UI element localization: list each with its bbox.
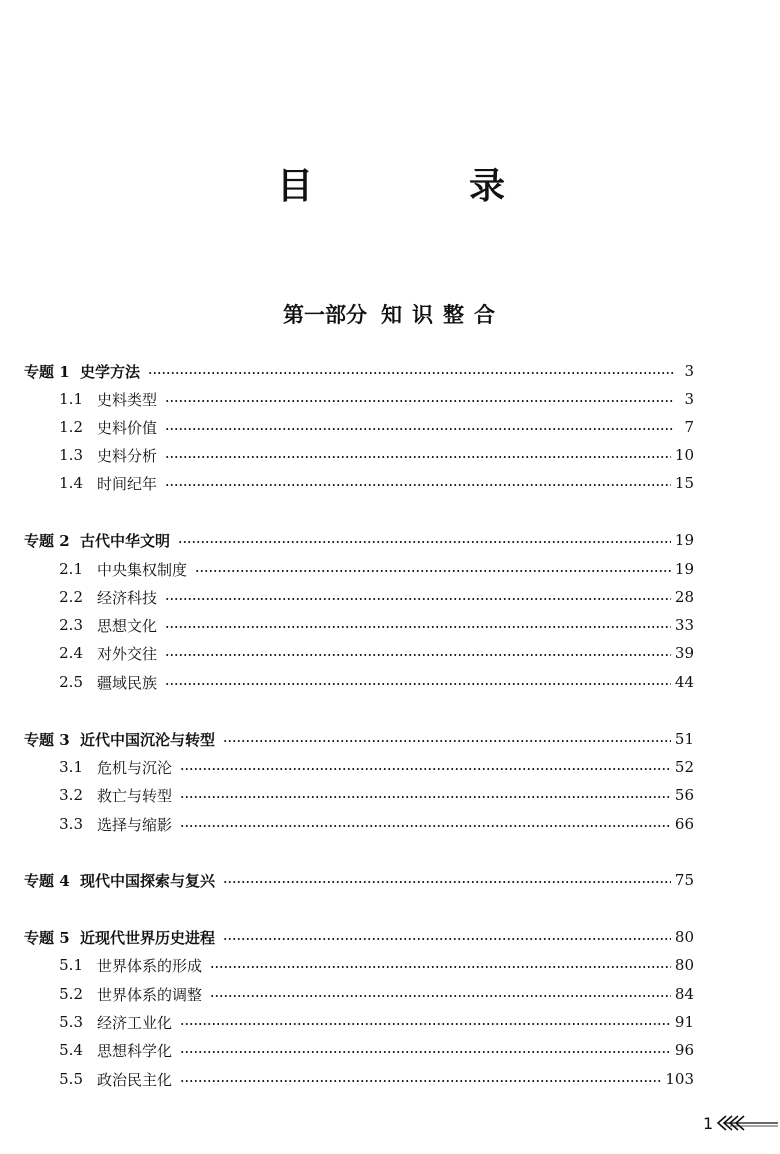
leader-dots <box>223 938 671 940</box>
toc-entry-topic-5[interactable] <box>24 925 694 949</box>
part-name: 知识整合 <box>381 302 505 327</box>
entry-page: 28 <box>674 588 694 606</box>
entry-number: 5.3 <box>59 1013 83 1031</box>
entry-number: 3.2 <box>59 786 83 804</box>
entry-label: 对外交往 <box>97 644 158 663</box>
leader-dots <box>210 995 671 997</box>
entry-number: 3.1 <box>59 758 83 776</box>
entry-page: 96 <box>674 1041 694 1059</box>
toc-entry-5-3[interactable] <box>24 1010 694 1034</box>
leader-dots <box>148 372 674 374</box>
entry-page: 10 <box>674 446 694 464</box>
entry-label: 史料价值 <box>97 418 158 437</box>
entry-label: 近代中国沉沦与转型 <box>80 730 216 749</box>
entry-number: 专题 2 <box>24 531 70 550</box>
leader-dots <box>180 1023 671 1025</box>
toc-entry-3-3[interactable] <box>24 812 694 836</box>
entry-number: 5.1 <box>59 956 83 974</box>
part-label: 第一部分 <box>283 302 367 327</box>
chevrons-left-icon <box>716 1114 778 1132</box>
entry-label: 救亡与转型 <box>97 786 173 805</box>
entry-number: 3.3 <box>59 815 83 833</box>
entry-number: 2.1 <box>59 560 83 578</box>
toc-entry-3-2[interactable] <box>24 783 694 807</box>
entry-page: 39 <box>674 644 694 662</box>
entry-number: 1.3 <box>59 446 83 464</box>
entry-page: 44 <box>674 673 694 691</box>
entry-page: 66 <box>674 815 694 833</box>
entry-label: 经济工业化 <box>97 1013 173 1032</box>
toc-entry-2-1[interactable] <box>24 557 694 581</box>
entry-page: 51 <box>674 730 694 748</box>
entry-label: 史料类型 <box>97 390 158 409</box>
toc-entry-2-3[interactable] <box>24 613 694 637</box>
entry-label: 时间纪年 <box>97 474 158 493</box>
entry-number: 2.2 <box>59 588 83 606</box>
leader-dots <box>165 598 671 600</box>
entry-label: 思想文化 <box>97 616 158 635</box>
entry-page: 80 <box>674 956 694 974</box>
entry-number: 5.5 <box>59 1070 83 1088</box>
toc-entry-5-5[interactable] <box>24 1067 694 1091</box>
entry-page: 56 <box>674 786 694 804</box>
entry-label: 选择与缩影 <box>97 815 173 834</box>
entry-page: 3 <box>684 390 694 408</box>
entry-label: 史学方法 <box>80 362 141 381</box>
entry-label: 中央集权制度 <box>97 560 188 579</box>
entry-number: 专题 3 <box>24 730 70 749</box>
entry-number: 专题 5 <box>24 928 70 947</box>
leader-dots <box>223 881 671 883</box>
entry-label: 近现代世界历史进程 <box>80 928 216 947</box>
leader-dots <box>165 428 674 430</box>
toc-entry-5-4[interactable] <box>24 1038 694 1062</box>
entry-label: 政治民主化 <box>97 1070 173 1089</box>
entry-number: 5.2 <box>59 985 83 1003</box>
toc-entry-topic-4[interactable] <box>24 868 694 892</box>
toc-entry-2-2[interactable] <box>24 585 694 609</box>
leader-dots <box>210 966 671 968</box>
page-number: 1 <box>703 1113 714 1133</box>
entry-label: 现代中国探索与复兴 <box>80 871 216 890</box>
entry-page: 19 <box>674 531 694 549</box>
entry-label: 古代中华文明 <box>80 531 171 550</box>
leader-dots <box>165 654 671 656</box>
toc-entry-topic-2[interactable] <box>24 528 694 552</box>
toc-entry-topic-1[interactable] <box>24 359 694 383</box>
leader-dots <box>180 796 671 798</box>
entry-number: 专题 4 <box>24 871 70 890</box>
toc-entry-2-4[interactable] <box>24 641 694 665</box>
toc-entry-1-3[interactable] <box>24 443 694 467</box>
toc-entry-1-4[interactable] <box>24 471 694 495</box>
entry-page: 19 <box>674 560 694 578</box>
entry-page: 3 <box>684 362 694 380</box>
entry-number: 1.1 <box>59 390 83 408</box>
entry-label: 世界体系的调整 <box>97 985 203 1004</box>
leader-dots <box>165 626 671 628</box>
entry-number: 5.4 <box>59 1041 83 1059</box>
leader-dots <box>165 484 671 486</box>
toc-entry-5-2[interactable] <box>24 982 694 1006</box>
leader-dots <box>165 683 671 685</box>
entry-page: 80 <box>674 928 694 946</box>
toc-entry-2-5[interactable] <box>24 670 694 694</box>
entry-label: 危机与沉沦 <box>97 758 173 777</box>
entry-page: 84 <box>674 985 694 1003</box>
toc-entry-3-1[interactable] <box>24 755 694 779</box>
entry-number: 专题 1 <box>24 362 70 381</box>
leader-dots <box>223 740 671 742</box>
entry-number: 2.4 <box>59 644 83 662</box>
toc-entry-1-2[interactable] <box>24 415 694 439</box>
entry-label: 史料分析 <box>97 446 158 465</box>
entry-page: 52 <box>674 758 694 776</box>
leader-dots <box>180 1051 671 1053</box>
entry-label: 经济科技 <box>97 588 158 607</box>
entry-label: 思想科学化 <box>97 1041 173 1060</box>
toc-title: 目 录 <box>276 165 565 207</box>
entry-label: 疆域民族 <box>97 673 158 692</box>
entry-page: 91 <box>674 1013 694 1031</box>
entry-label: 世界体系的形成 <box>97 956 203 975</box>
leader-dots <box>180 768 671 770</box>
leader-dots <box>195 570 671 572</box>
toc-entry-5-1[interactable] <box>24 953 694 977</box>
page-footer <box>703 1110 780 1136</box>
entry-number: 1.2 <box>59 418 83 436</box>
leader-dots <box>165 400 674 402</box>
leader-dots <box>180 1080 661 1082</box>
entry-page: 7 <box>684 418 694 436</box>
entry-number: 2.5 <box>59 673 83 691</box>
leader-dots <box>178 541 671 543</box>
entry-page: 75 <box>674 871 694 889</box>
entry-page: 103 <box>665 1070 694 1088</box>
toc-entry-topic-3[interactable] <box>24 727 694 751</box>
leader-dots <box>180 825 671 827</box>
entry-number: 1.4 <box>59 474 83 492</box>
entry-number: 2.3 <box>59 616 83 634</box>
toc-entry-1-1[interactable] <box>24 387 694 411</box>
leader-dots <box>165 456 671 458</box>
entry-page: 33 <box>674 616 694 634</box>
entry-page: 15 <box>674 474 694 492</box>
